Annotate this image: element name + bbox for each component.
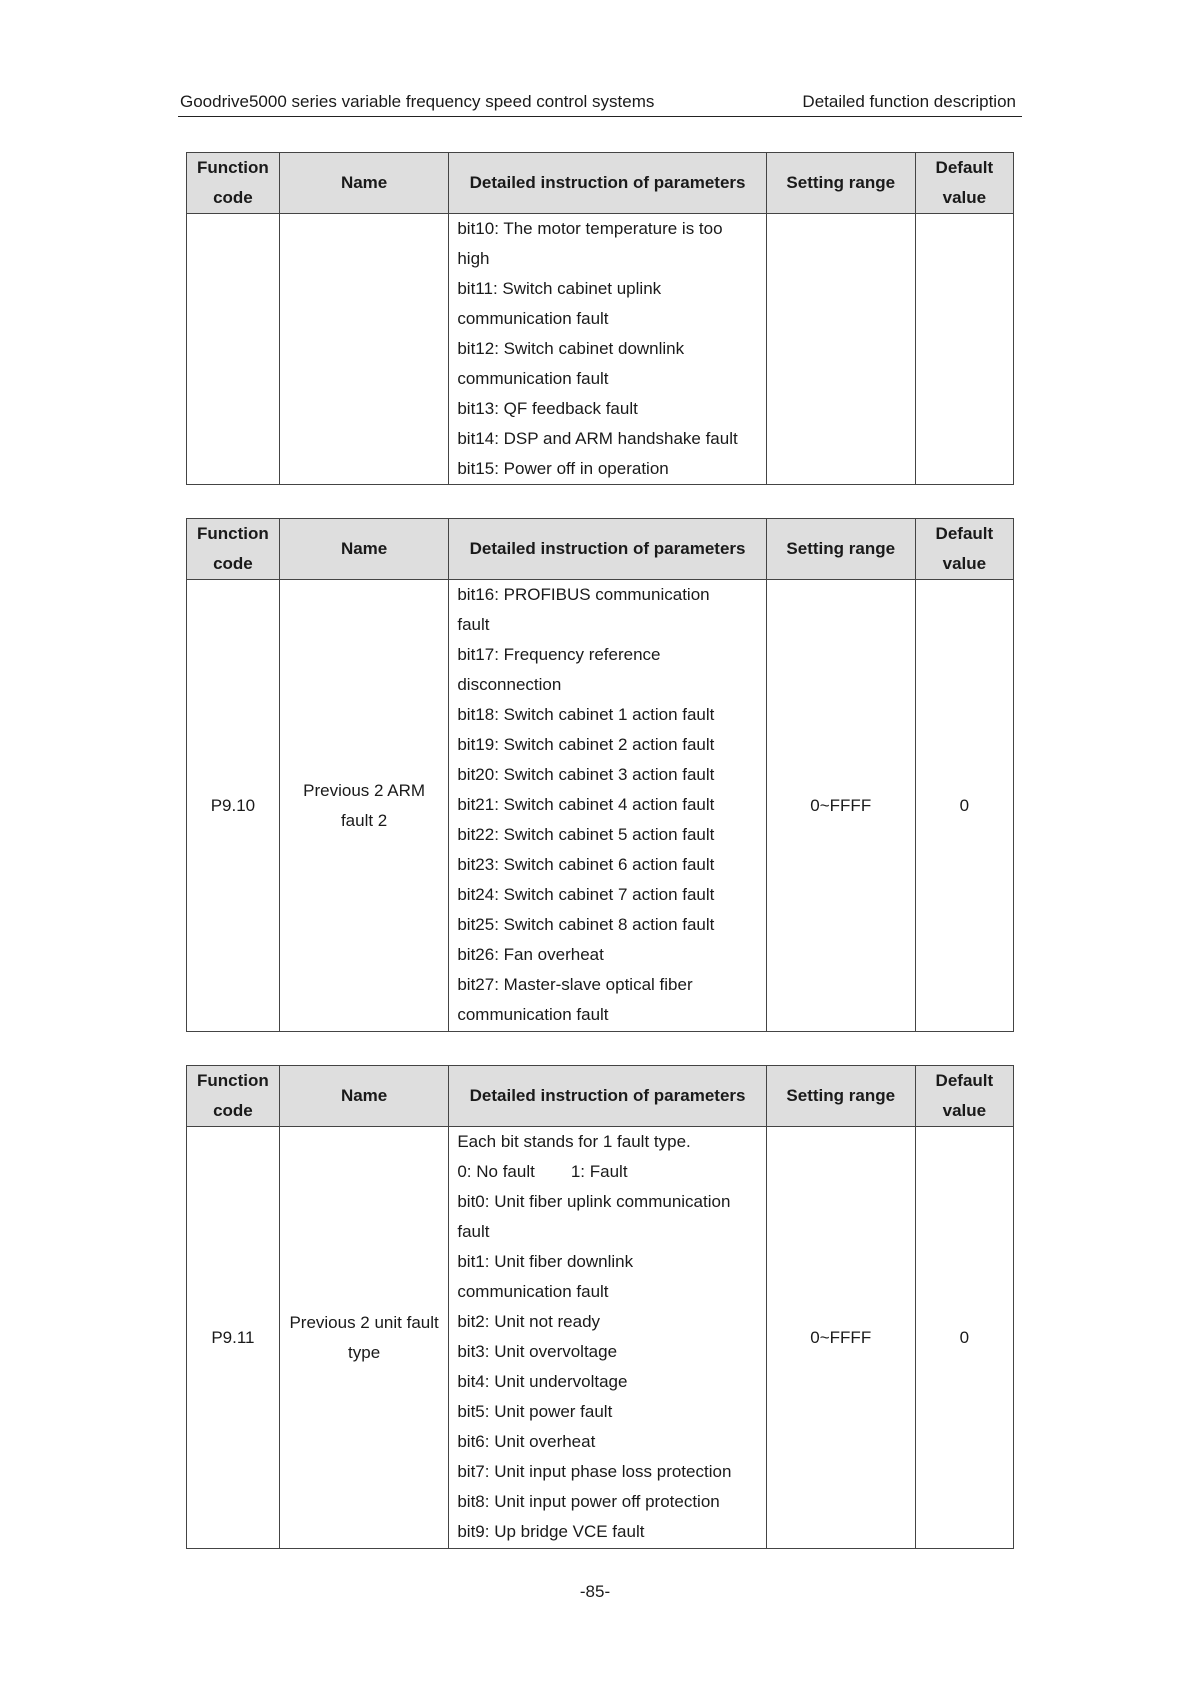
col-default-value: Default value — [915, 1066, 1013, 1127]
col-detail: Detailed instruction of parameters — [449, 153, 766, 214]
default-value-cell: 0 — [915, 1127, 1013, 1549]
detail-cell: bit10: The motor temperature is too high bit11: Switch cabinet uplink communication fault bit12: Switch cabinet downlink communication fault bit13: QF feedback fault bit14: DSP and ARM handshake fault bit15: Power off in operation — [449, 214, 766, 485]
col-detail: Detailed instruction of parameters — [449, 1066, 766, 1127]
parameter-table-p9-11 — [186, 1065, 1014, 1549]
detail-cell: Each bit stands for 1 fault type. 0: No fault 1: Fault bit0: Unit fiber uplink communication fault bit1: Unit fiber downlink communication fault bit2: Unit not ready bit3: Unit overvoltage bit4: Unit undervoltage bit5: Unit power fault bit6: Unit overheat bit7: Unit input phase loss protection bit8: Unit input power off protection bit9: Up bridge VCE fault — [449, 1127, 766, 1549]
col-function-code: Function code — [187, 153, 280, 214]
table-row — [187, 580, 1014, 1032]
name-cell — [279, 214, 449, 485]
header-title: Goodrive5000 series variable frequency speed control systems — [180, 92, 655, 111]
col-setting-range: Setting range — [766, 153, 915, 214]
default-value-cell: 0 — [915, 580, 1013, 1032]
col-name: Name — [279, 153, 449, 214]
setting-range-cell — [766, 214, 915, 485]
parameter-table-p9-10 — [186, 518, 1014, 1032]
col-setting-range: Setting range — [766, 519, 915, 580]
name-cell: Previous 2 unit fault type — [279, 1127, 449, 1549]
table-row — [187, 214, 1014, 485]
header-section: Detailed function description — [802, 92, 1016, 111]
col-default-value: Default value — [915, 153, 1013, 214]
col-detail: Detailed instruction of parameters — [449, 519, 766, 580]
page-header — [178, 92, 1022, 117]
table-header-row — [187, 153, 1014, 214]
table-header-row — [187, 519, 1014, 580]
function-code-cell — [187, 214, 280, 485]
col-name: Name — [279, 1066, 449, 1127]
col-function-code: Function code — [187, 519, 280, 580]
function-code-cell: P9.10 — [187, 580, 280, 1032]
setting-range-cell: 0~FFFF — [766, 1127, 915, 1549]
detail-cell: bit16: PROFIBUS communication fault bit17: Frequency reference disconnection bit18: Switch cabinet 1 action fault bit19: Switch cabinet 2 action fault bit20: Switch cabinet 3 action fault bit21: Switch cabinet 4 action fault bit22: Switch cabinet 5 action fault bit23: Switch cabinet 6 action fault bit24: Switch cabinet 7 action fault bit25: Switch cabinet 8 action fault bit26: Fan overheat bit27: Master-slave optical fiber communication fault — [449, 580, 766, 1032]
parameter-table-continuation — [186, 152, 1014, 485]
col-default-value: Default value — [915, 519, 1013, 580]
function-code-cell: P9.11 — [187, 1127, 280, 1549]
table-row — [187, 1127, 1014, 1549]
setting-range-cell: 0~FFFF — [766, 580, 915, 1032]
name-cell: Previous 2 ARM fault 2 — [279, 580, 449, 1032]
col-setting-range: Setting range — [766, 1066, 915, 1127]
table-header-row — [187, 1066, 1014, 1127]
col-function-code: Function code — [187, 1066, 280, 1127]
page-number: -85- — [579, 1582, 611, 1601]
col-name: Name — [279, 519, 449, 580]
default-value-cell — [915, 214, 1013, 485]
